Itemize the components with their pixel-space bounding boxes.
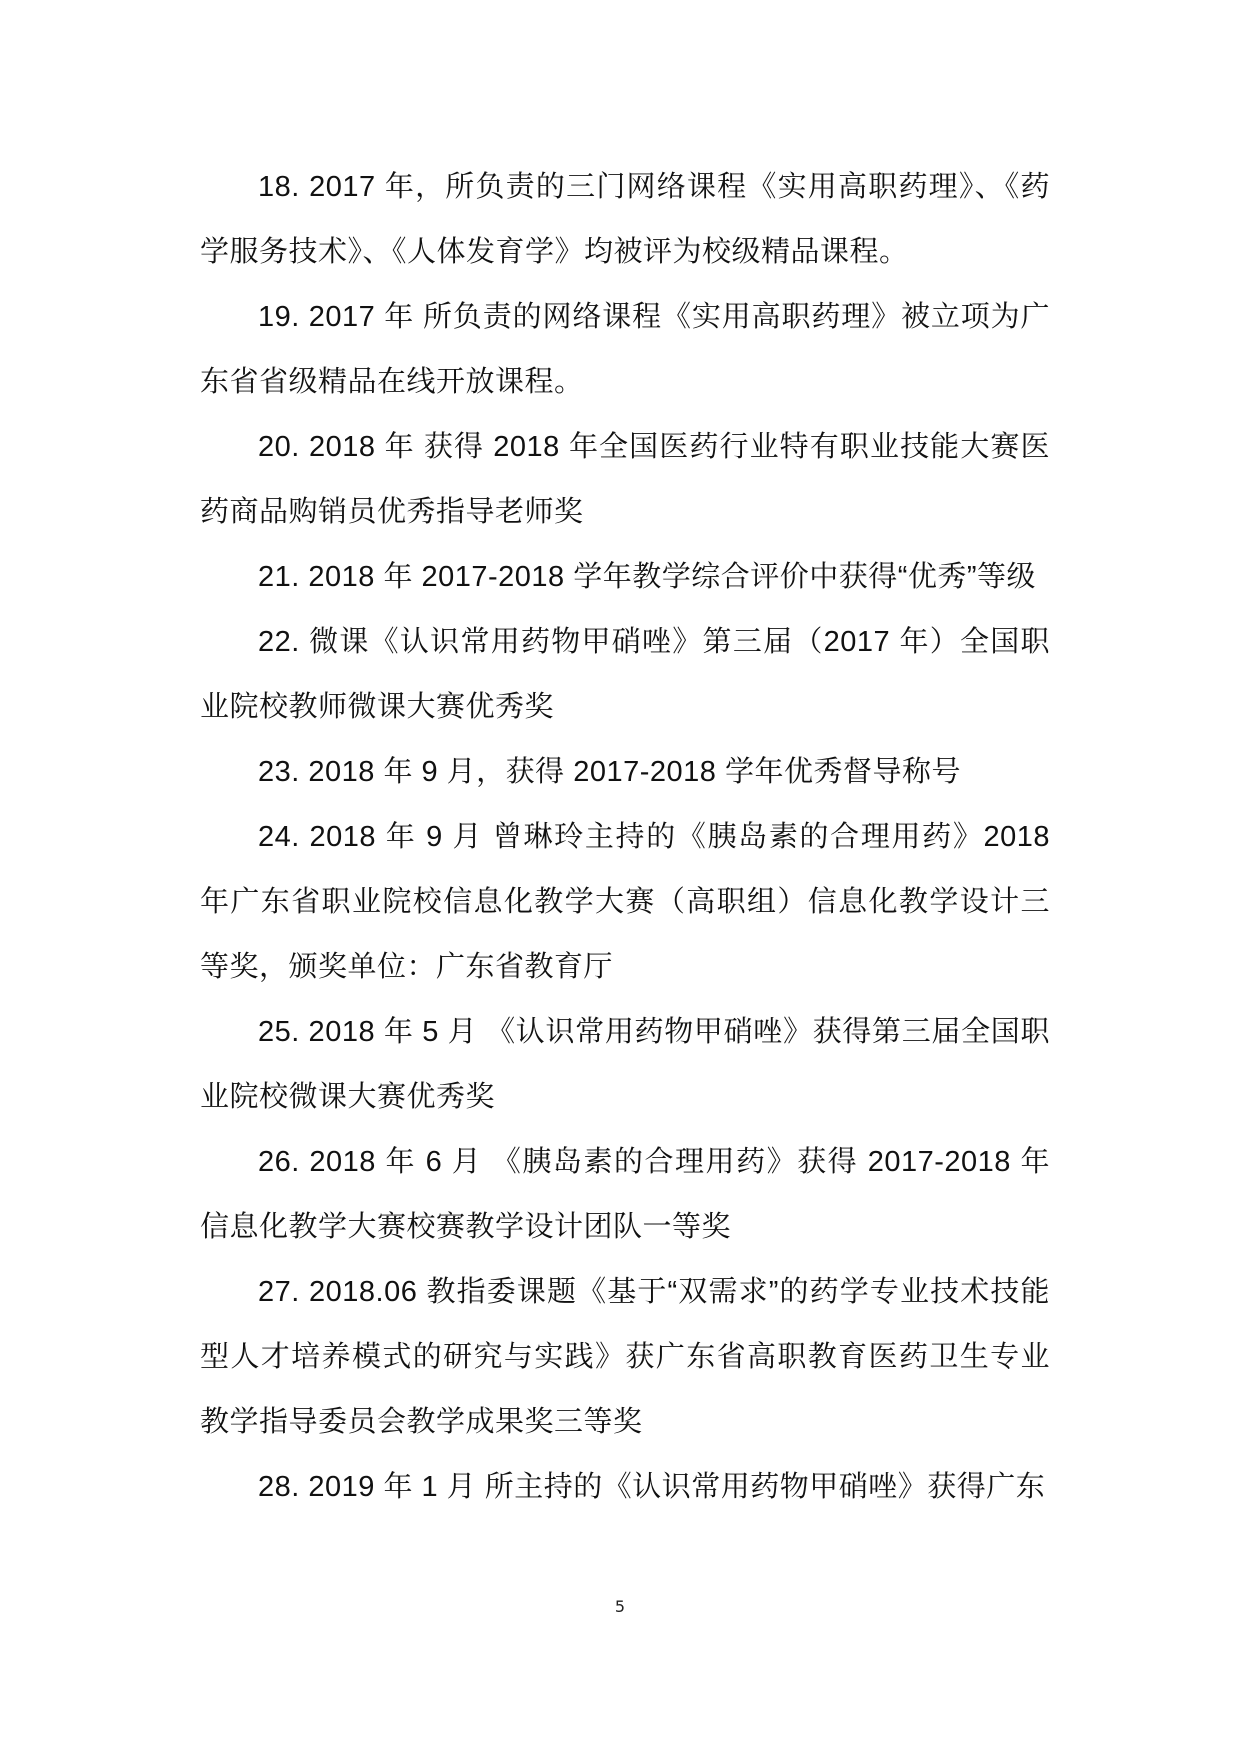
- paragraph-item-20: 20. 2018 年 获得 2018 年全国医药行业特有职业技能大赛医药商品购销员优秀指导老师奖: [200, 431, 1050, 528]
- page-number: 5: [614, 1597, 626, 1616]
- paragraph-item-28: 28. 2019 年 1 月 所主持的《认识常用药物甲硝唑》获得广东: [258, 1471, 1046, 1503]
- paragraph-item-27: 27. 2018.06 教指委课题《基于“双需求”的药学专业技术技能型人才培养模式的研究与实践》获广东省高职教育医药卫生专业教学指导委员会教学成果奖三等奖: [200, 1276, 1050, 1438]
- paragraph-item-26: 26. 2018 年 6 月 《胰岛素的合理用药》获得 2017-2018 年信息化教学大赛校赛教学设计团队一等奖: [200, 1146, 1050, 1243]
- paragraph-item-22: 22. 微课《认识常用药物甲硝唑》第三届（2017 年）全国职业院校教师微课大赛优秀奖: [200, 626, 1050, 723]
- paragraph-item-23: 23. 2018 年 9 月，获得 2017-2018 学年优秀督导称号: [258, 756, 961, 788]
- paragraph-item-24: 24. 2018 年 9 月 曾琳玲主持的《胰岛素的合理用药》2018 年广东省职业院校信息化教学大赛（高职组）信息化教学设计三等奖，颁奖单位：广东省教育厅: [200, 821, 1050, 983]
- paragraph-item-18: 18. 2017 年，所负责的三门网络课程《实用高职药理》、《药学服务技术》、《人体发育学》均被评为校级精品课程。: [200, 171, 1050, 268]
- document-body: [200, 155, 1050, 1520]
- paragraph-item-25: 25. 2018 年 5 月 《认识常用药物甲硝唑》获得第三届全国职业院校微课大赛优秀奖: [200, 1016, 1050, 1113]
- paragraph-item-19: 19. 2017 年 所负责的网络课程《实用高职药理》被立项为广东省省级精品在线开放课程。: [200, 301, 1050, 398]
- paragraph-item-21: 21. 2018 年 2017-2018 学年教学综合评价中获得“优秀”等级: [258, 561, 1037, 593]
